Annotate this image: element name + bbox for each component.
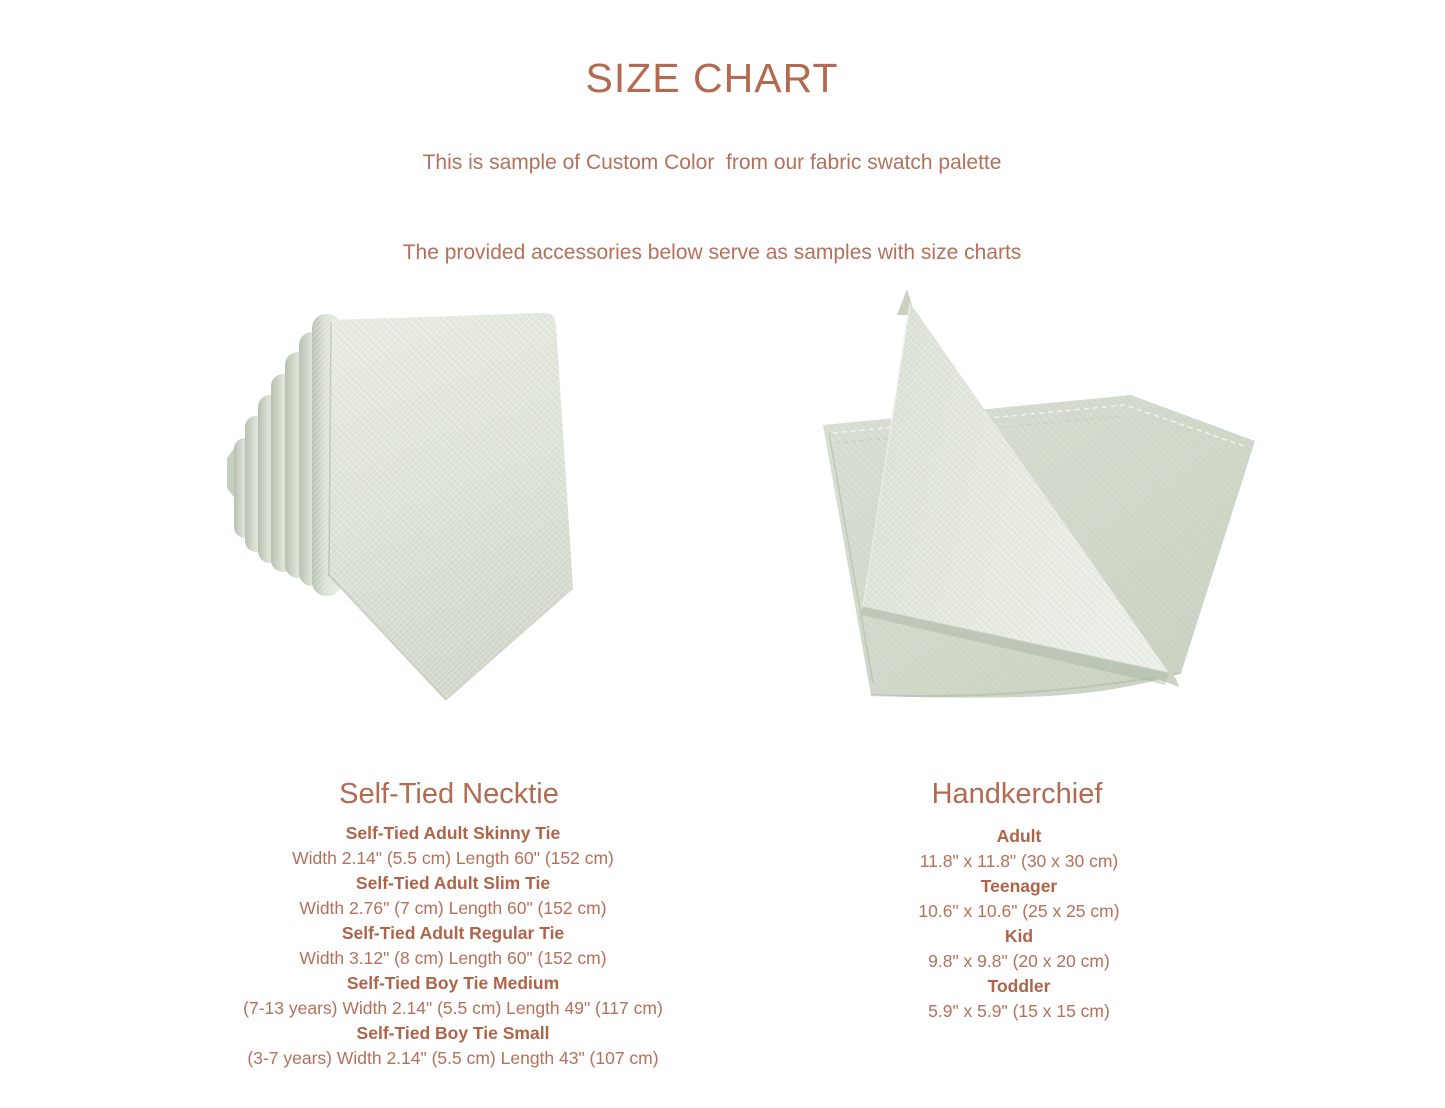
- spec-detail: 9.8" x 9.8" (20 x 20 cm): [928, 951, 1110, 971]
- spec-label: Teenager: [980, 876, 1058, 896]
- spec-label: Toddler: [987, 976, 1051, 996]
- handkerchief-specs: [769, 824, 1269, 1024]
- tie-blade: [328, 313, 573, 700]
- spec-detail: Width 3.12" (8 cm) Length 60" (152 cm): [299, 948, 607, 968]
- spec-detail: 5.9" x 5.9" (15 x 15 cm): [928, 1001, 1110, 1021]
- page-title: SIZE CHART: [585, 55, 839, 102]
- handkerchief-photo: [813, 283, 1263, 703]
- spec-detail: 11.8" x 11.8" (30 x 30 cm): [919, 851, 1119, 871]
- necktie-illustration: [225, 288, 605, 708]
- spec-label: Self-Tied Adult Regular Tie: [341, 923, 565, 943]
- spec-label: Kid: [1004, 926, 1034, 946]
- spec-label: Self-Tied Boy Tie Small: [356, 1023, 550, 1043]
- spec-detail: 10.6" x 10.6" (25 x 25 cm): [918, 901, 1120, 921]
- spec-detail: Width 2.76" (7 cm) Length 60" (152 cm): [299, 898, 607, 918]
- necktie-heading: Self-Tied Necktie: [339, 778, 559, 811]
- spec-label: Self-Tied Adult Slim Tie: [355, 873, 551, 893]
- necktie-photo: [225, 288, 605, 708]
- spec-detail: Width 2.14" (5.5 cm) Length 60" (152 cm): [292, 848, 614, 868]
- subtitle-line-1: This is sample of Custom Color from our fabric swatch palette: [422, 151, 1002, 174]
- spec-label: Adult: [996, 826, 1042, 846]
- spec-detail: (7-13 years) Width 2.14" (5.5 cm) Length 49" (117 cm): [243, 998, 663, 1018]
- handkerchief-heading: Handkerchief: [931, 778, 1103, 811]
- spec-label: Self-Tied Adult Skinny Tie: [345, 823, 561, 843]
- spec-detail: (3-7 years) Width 2.14" (5.5 cm) Length 43" (107 cm): [247, 1048, 659, 1068]
- handkerchief-illustration: [813, 283, 1263, 703]
- tie-roll: [227, 314, 342, 596]
- spec-label: Self-Tied Boy Tie Medium: [346, 973, 560, 993]
- necktie-specs: [103, 821, 803, 1071]
- subtitle-line-2: The provided accessories below serve as samples with size charts: [402, 241, 1022, 264]
